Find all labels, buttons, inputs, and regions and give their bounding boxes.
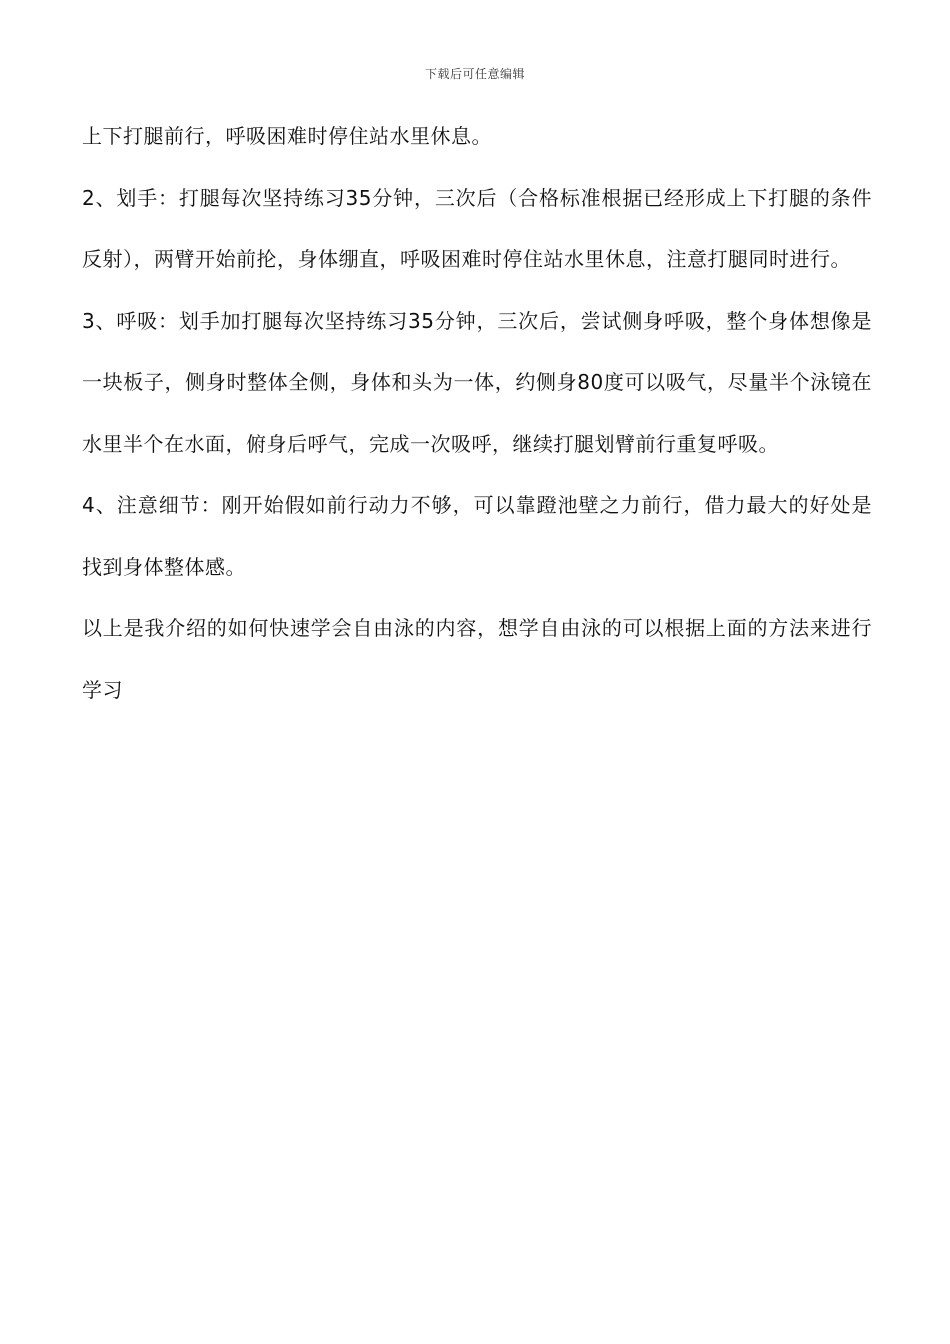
paragraph-step-2-arm-stroke: 2、划手：打腿每次坚持练习35分钟，三次后（合格标准根据已经形成上下打腿的条件反射），两臂开始前抡，身体绷直，呼吸困难时停住站水里休息，注意打腿同时进行。 bbox=[82, 185, 872, 271]
paragraph-step-3-breathing: 3、呼吸：划手加打腿每次坚持练习35分钟，三次后，尝试侧身呼吸，整个身体想像是一块板子，侧身时整体全侧，身体和头为一体，约侧身80度可以吸气，尽量半个泳镜在水里半个在水面，俯身后呼气，完成一次吸呼，继续打腿划臂前行重复呼吸。 bbox=[82, 308, 872, 456]
document-body bbox=[82, 106, 872, 721]
paragraph-continuation: 上下打腿前行，呼吸困难时停住站水里休息。 bbox=[82, 124, 492, 148]
paragraph-step-4-details: 4、注意细节：刚开始假如前行动力不够，可以靠蹬池壁之力前行，借力最大的好处是找到身体整体感。 bbox=[82, 493, 872, 579]
header-note: 下载后可任意编辑 bbox=[424, 67, 525, 81]
paragraph-conclusion: 以上是我介绍的如何快速学会自由泳的内容，想学自由泳的可以根据上面的方法来进行学习 bbox=[82, 616, 872, 702]
